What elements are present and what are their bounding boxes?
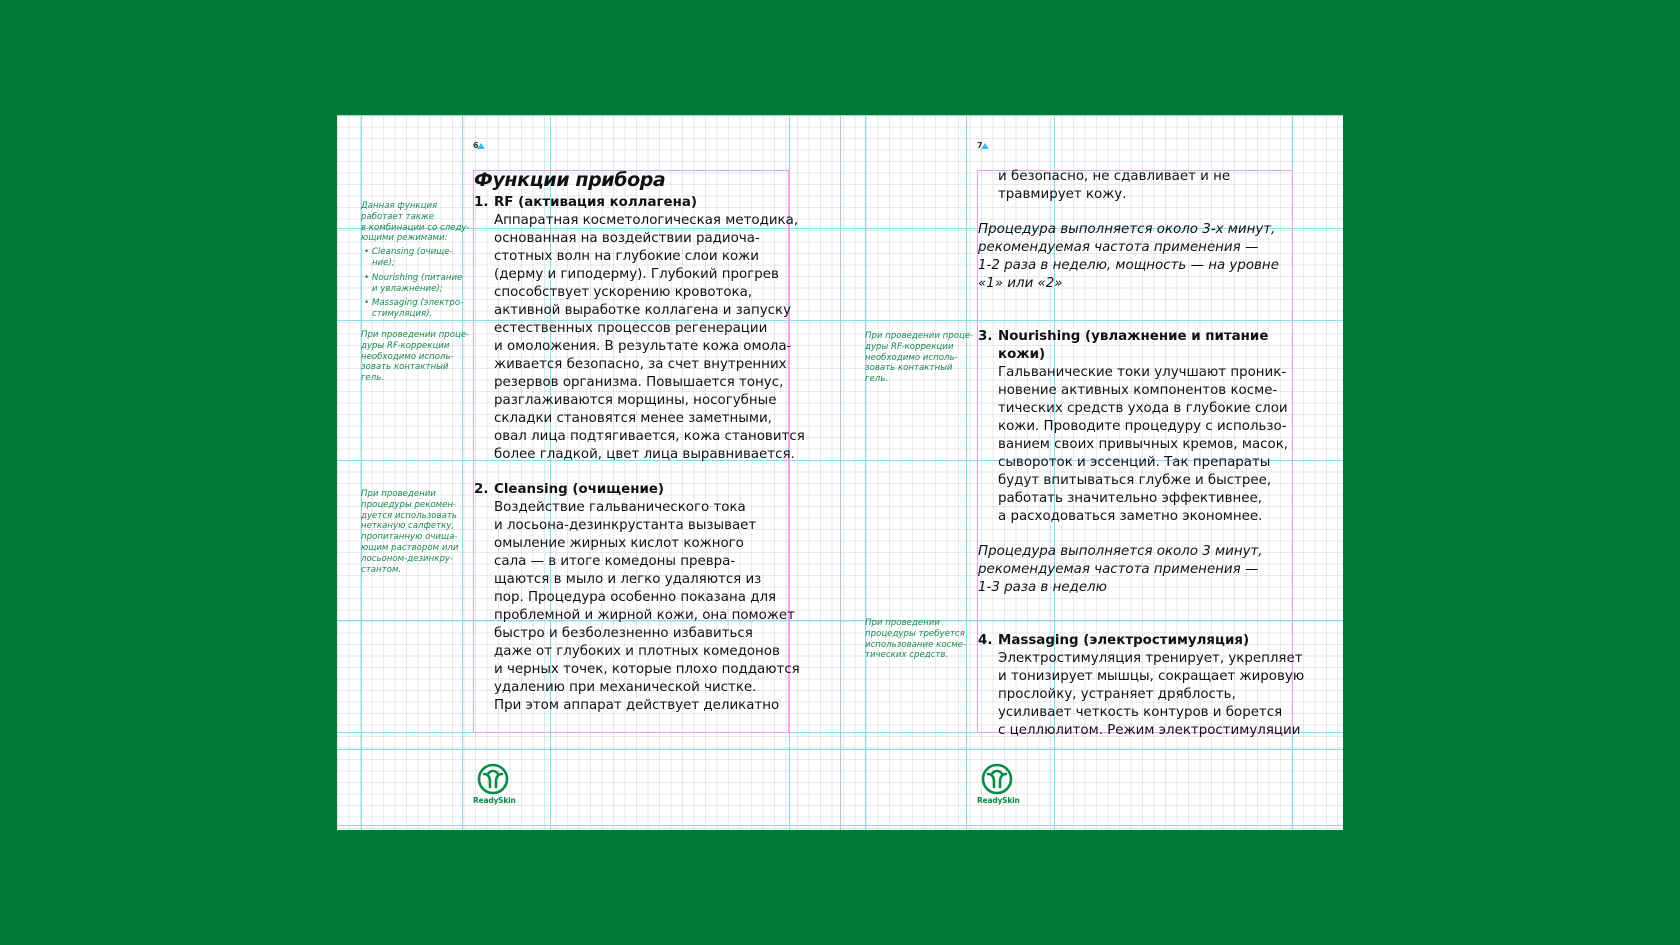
readyskin-logo-icon: [981, 763, 1013, 795]
list-item: • Cleansing (очище- ние);: [361, 247, 463, 269]
readyskin-logo: [977, 763, 1020, 805]
section-body: Гальванические токи улучшают проник- новение активных компонентов косме- тических средств ухода в глубокие слои кожи. Проводите процедуру с использо- ванием своих привычных кремов, масок, сывороток и эссенций. Так препараты будут впитываться глубже и быстрее, работать значительно эффективнее, а расходоваться заметно экономнее.: [998, 365, 1289, 524]
list-item: • Nourishing (питание и увлажнение);: [361, 273, 463, 295]
page-number-left: 6: [473, 141, 485, 150]
guide-line: [966, 115, 967, 830]
guide-line: [337, 115, 1343, 116]
section-title: 2. Cleansing (очищение): [474, 482, 665, 497]
list-item: • Massaging (электро- стимуляция).: [361, 298, 463, 320]
section-massaging: [978, 632, 1308, 740]
logo-text: ReadySkin: [473, 796, 516, 805]
section-nourishing: [978, 328, 1308, 526]
section-title: 3. Nourishing (увлажнение и питание кожи): [978, 329, 1269, 362]
readyskin-logo: [473, 763, 516, 805]
section-body: Аппаратная косметологическая методика, основанная на воздействии радиоча- стотных волн на глубокие слои кожи (дерму и гиподерму). Глубокий прогрев способствует ускорению кровотока, активной выработке коллагена и запуску естественных процессов регенерации и омоложения. В результате кожа омола- живается безопасно, за счет внутренних резервов организма. Повышается тонус, разглаживаются морщины, носогубные складки становятся менее заметными, овал лица подтягивается, кожа становится более гладкой, цвет лица выравнивается.: [494, 213, 805, 462]
side-note-nourishing: При проведении проце- дуры RF-коррекции необходимо исполь- зовать контактный гель.: [865, 331, 974, 385]
continuation-text: и безопасно, не сдавливает и не травмирует кожу.: [998, 169, 1231, 202]
guide-line: [337, 825, 1343, 826]
logo-text: ReadySkin: [977, 796, 1020, 805]
section-body: Электростимуляция тренирует, укрепляет и тонизирует мышцы, сокращает жировую прослойку, устраняет дряблость, усиливает четкость контуров и борется с целлюлитом. Режим электростимуляции: [998, 651, 1305, 738]
right-main-column: [978, 168, 1308, 757]
guide-line: [865, 115, 866, 830]
section-title: 4. Massaging (электростимуляция): [978, 633, 1250, 648]
left-main-column: [474, 167, 804, 732]
side-note-modes: Данная функция работает также в комбинации со следу- ющими режимами: • Cleansing (очище- ние); • Nourishing (питание и увлажнение); • Massaging (электро- стимуляция). При проведении проце- дуры RF-коррекции необходимо исполь- зовать контактный гель.: [361, 201, 463, 387]
page-title: Функции прибора: [474, 169, 666, 191]
brochure-spread: [337, 115, 1343, 830]
procedure-note: Процедура выполняется около 3-х минут, рекомендуемая частота применения — 1-2 раза в неделю, мощность — на уровне «1» или «2»: [978, 222, 1279, 291]
modes-list: [361, 247, 463, 320]
page-spine: [840, 115, 841, 830]
section-rf: [474, 194, 804, 464]
section-body: Воздействие гальванического тока и лосьона-дезинкрустанта вызывает омыление жирных кислот кожного сала — в итоге комедоны превра- щаются в мыло и легко удаляются из пор. Процедура особенно показана для проблемной и жирной кожи, она поможет быстро и безболезненно избавиться даже от глубоких и плотных комедонов и черных точек, которые плохо поддаются удалению при механической чистке. При этом аппарат действует деликатно: [494, 500, 800, 713]
readyskin-logo-icon: [477, 763, 509, 795]
page-number-right: 7: [977, 141, 989, 150]
procedure-note: Процедура выполняется около 3 минут, рекомендуемая частота применения — 1-3 раза в неделю: [978, 544, 1263, 595]
side-note-massaging: При проведении процедуры требуется использование косме- тических средств.: [865, 618, 967, 661]
side-note-cleansing: При проведении процедуры рекомен- дуется использовать нетканую салфетку, пропитанную очища- ющим раствором или лосьоном-дезинкру- стантом.: [361, 489, 459, 575]
section-title: 1. RF (активация коллагена): [474, 195, 698, 210]
section-cleansing: [474, 481, 804, 715]
